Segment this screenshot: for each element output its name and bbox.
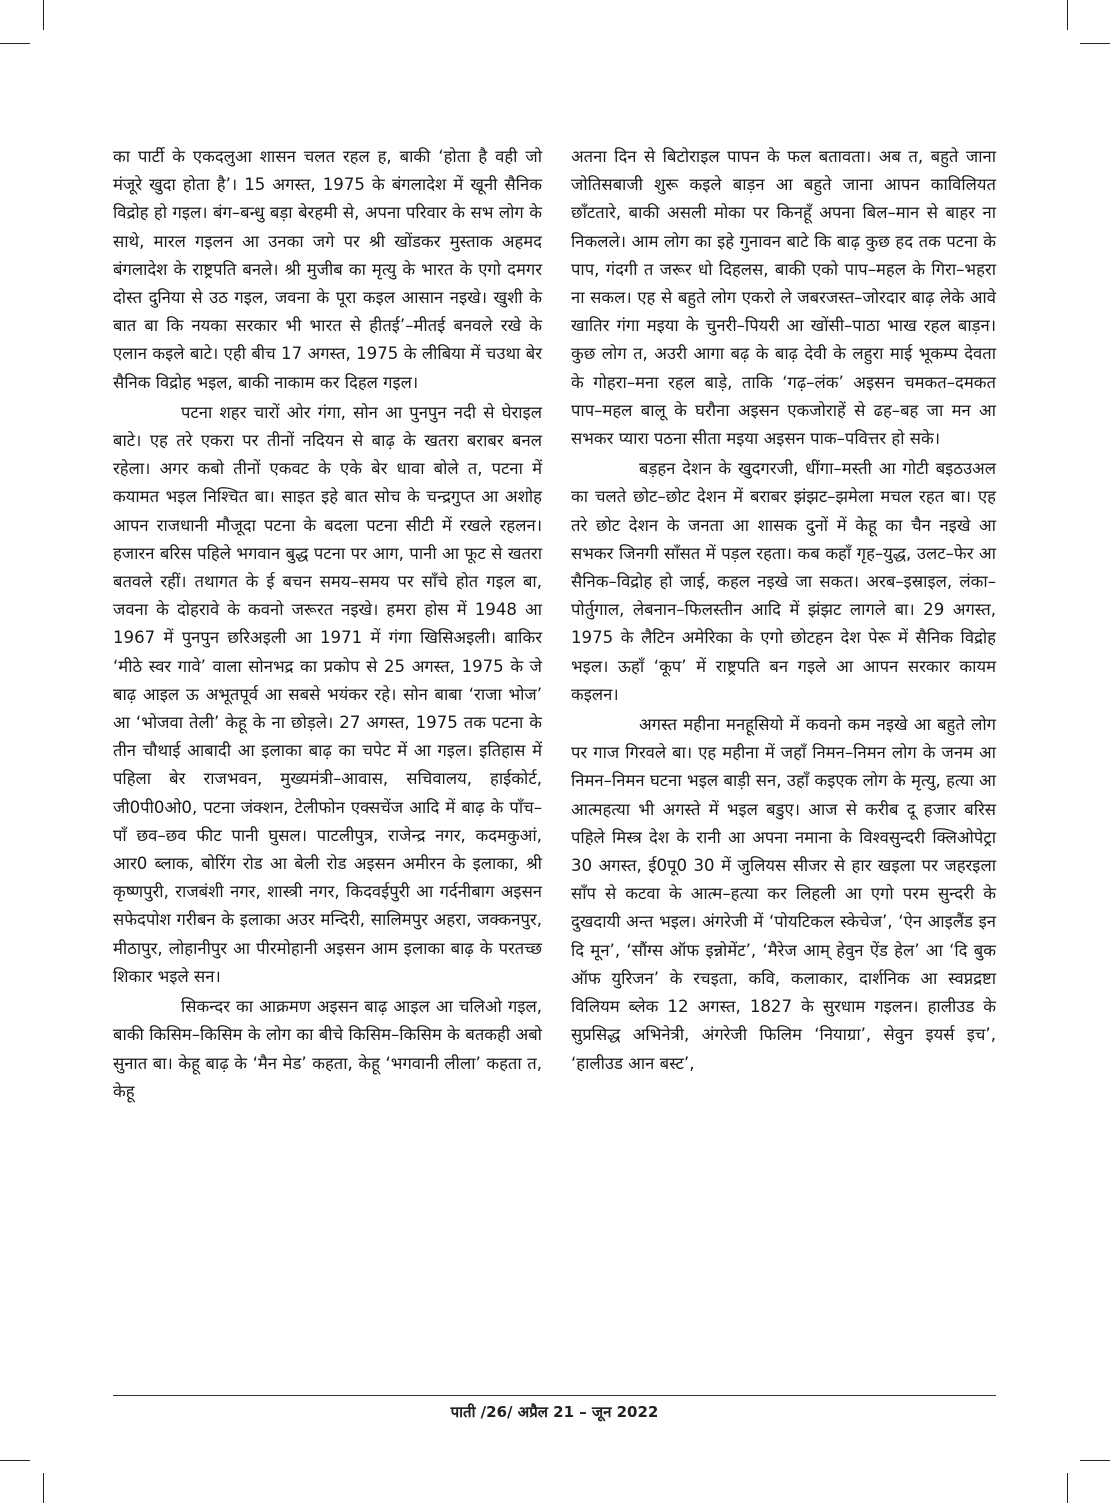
footer-divider <box>113 1395 996 1396</box>
paragraph: अतना दिन से बिटोराइल पापन के फल बतावता। अब त, बहुते जाना जोतिसबाजी शुरू कइले बाड़न आ बहुते जाना आपन काविलियत छाँटतारे, बाकी असली मोका पर किनहूँ अपना बिल–मान से बाहर ना निकलले। आम लोग का इहे गुनावन बाटे कि बाढ़ कुछ हद तक पटना के पाप, गंदगी त जरूर धो दिहलस, बाकी एको पाप–महल के गिरा–भहरा ना सकल। एह से बहुते लोग एकरो ले जबरजस्त–जोरदार बाढ़ लेके आवे खातिर गंगा मइया के चुनरी–पियरी आ खोंसी–पाठा भाख रहल बाड़न। कुछ लोग त, अउरी आगा बढ़ के बाढ़ देवी के लहुरा माई भूकम्प देवता के गोहरा–मना रहल बाड़े, ताकि ‘गढ़–लंक’ अइसन चमकत–दमकत पाप–महल बालू के घरौना अइसन एकजोराहें से ढह–बह जा मन आ सभकर प्यारा पठना सीता मइया अइसन पाक–पवित्तर हो सके। <box>571 147 996 449</box>
crop-mark-top-left-v <box>43 0 44 30</box>
page-footer: पाती /26/ अप्रैल 21 – जून 2022 <box>450 1403 659 1421</box>
crop-mark-top-right-h <box>1080 43 1110 44</box>
crop-mark-bottom-right-v <box>1067 1473 1068 1503</box>
right-column <box>571 143 996 1078</box>
paragraph: सिकन्दर का आक्रमण अइसन बाढ़ आइल आ चलिओ गइल, बाकी किसिम–किसिम के लोग का बीचे किसिम–किसिम के बतकही अबो सुनात बा। केहू बाढ़ के ‘मैन मेड’ कहता, केहू ‘भगवानी लीला’ कहता त, केहू <box>113 997 542 1101</box>
crop-mark-bottom-left-h <box>0 1460 30 1461</box>
paragraph: पटना शहर चारों ओर गंगा, सोन आ पुनपुन नदी से घेराइल बाटे। एह तरे एकरा पर तीनों नदियन से बाढ़ के खतरा बराबर बनल रहेला। अगर कबो तीनों एकवट के एके बेर धावा बोले त, पटना में कयामत भइल निश्चित बा। साइत इहे बात सोच के चन्द्रगुप्त आ अशोह आपन राजधानी मौजूदा पटना के बदला पटना सीटी में रखले रहलन। हजारन बरिस पहिले भगवान बुद्ध पटना पर आग, पानी आ फूट से खतरा बतवले रहीं। तथागत के ई बचन समय–समय पर साँचे होत गइल बा, जवना के दोहरावे के कवनो जरूरत नइखे। हमरा होस में 1948 आ 1967 में पुनपुन छरिअइली आ 1971 में गंगा खिसिअइली। बाकिर ‘मीठे स्वर गावे’ वाला सोनभद्र का प्रकोप से 25 अगस्त, 1975 के जे बाढ़ आइल ऊ अभूतपूर्व आ सबसे भयंकर रहे। सोन बाबा ‘राजा भोज’ आ ‘भोजवा तेली’ केहू के ना छोड़ले। 27 अगस्त, 1975 तक पटना के तीन चौथाई आबादी आ इलाका बाढ़ का चपेट में आ गइल। इतिहास में पहिला बेर राजभवन, मुख्यमंत्री–आवास, सचिवालय, हाईकोर्ट, जी0पी0ओ0, पटना जंक्शन, टेलीफोन एक्सचेंज आदि में बाढ़ के पाँच–पाँ छव–छव फीट पानी घुसल। पाटलीपुत्र, राजेन्द्र नगर, कदमकुआं, आर0 ब्लाक, बोरिंग रोड आ बेली रोड अइसन अमीरन के इलाका, श्री कृष्णपुरी, राजबंशी नगर, शास्त्री नगर, किदवईपुरी आ गर्दनीबाग अइसन सफेदपोश गरीबन के इलाका अउर मन्दिरी, सालिमपुर अहरा, जक्कनपुर, मीठापुर, लोहानीपुर आ पीरमोहानी अइसन आम इलाका बाढ़ के परतच्छ शिकार भइले सन। <box>113 402 542 986</box>
paragraph: का पार्टी के एकदलुआ शासन चलत रहल ह, बाकी ‘होता है वही जो मंजूरे खुदा होता है’। 15 अगस्त, 1975 के बंगलादेश में खूनी सैनिक विद्रोह हो गइल। बंग–बन्धु बड़ा बेरहमी से, अपना परिवार के सभ लोग के साथे, मारल गइलन आ उनका जगे पर श्री खोंडकर मुस्ताक अहमद बंगलादेश के राष्ट्रपति बनले। श्री मुजीब का मृत्यु के भारत के एगो दमगर दोस्त दुनिया से उठ गइल, जवना के पूरा कइल आसान नइखे। खुशी के बात बा कि नयका सरकार भी भारत से हीतई’–मीतई बनवले रखे के एलान कइले बाटे। एही बीच 17 अगस्त, 1975 के लीबिया में चउथा बेर सैनिक विद्रोह भइल, बाकी नाकाम कर दिहल गइल। <box>113 147 542 392</box>
paragraph: बड़हन देशन के खुदगरजी, धींगा–मस्ती आ गोटी बइठउअल का चलते छोट–छोट देशन में बराबर झंझट–झमेला मचल रहत बा। एह तरे छोट देशन के जनता आ शासक दुनों में केहू का चैन नइखे आ सभकर जिनगी साँसत में पड़ल रहता। कब कहाँ गृह–युद्ध, उलट–फेर आ सैनिक–विद्रोह हो जाई, कहल नइखे जा सकत। अरब–इस्राइल, लंका–पोर्तुगाल, लेबनान–फिलस्तीन आदि में झंझट लागले बा। 29 अगस्त, 1975 के लैटिन अमेरिका के एगो छोटहन देश पेरू में सैनिक विद्रोह भइल। ऊहाँ ‘कूप’ में राष्ट्रपति बन गइले आ आपन सरकार कायम कइलन। <box>571 459 996 704</box>
crop-mark-bottom-right-h <box>1080 1460 1110 1461</box>
crop-mark-bottom-left-v <box>43 1473 44 1503</box>
crop-mark-top-left-h <box>0 43 30 44</box>
left-column <box>113 143 542 1106</box>
paragraph: अगस्त महीना मनहूसियो में कवनो कम नइखे आ बहुते लोग पर गाज गिरवले बा। एह महीना में जहाँ निमन–निमन लोग के जनम आ निमन–निमन घटना भइल बाड़ी सन, उहाँ कइएक लोग के मृत्यु, हत्या आ आत्महत्या भी अगस्ते में भइल बडुए। आज से करीब दू हजार बरिस पहिले मिस्त्र देश के रानी आ अपना नमाना के विश्वसुन्दरी क्लिओपेट्रा 30 अगस्त, ई0पू0 30 में जुलियस सीजर से हार खइला पर जहरइला साँप से कटवा के आत्म–हत्या कर लिहली आ एगो परम सुन्दरी के दुखदायी अन्त भइल। अंगरेजी में ‘पोयटिकल स्केचेज’, ‘ऐन आइलैंड इन दि मून’, ‘सौंग्स ऑफ इन्नोमेंट’, ‘मैरेज आम् हेवुन ऐंड हेल’ आ ‘दि बुक ऑफ युरिजन’ के रचइता, कवि, कलाकार, दार्शनिक आ स्वप्नद्रष्टा विलियम ब्लेक 12 अगस्त, 1827 के सुरधाम गइलन। हालीउड के सुप्रसिद्ध अभिनेत्री, अंगरेजी फिलिम ‘नियाग्रा’, सेवुन इयर्स इच’, ‘हालीउड आन बस्ट’, <box>571 715 996 1073</box>
crop-mark-top-right-v <box>1067 0 1068 30</box>
